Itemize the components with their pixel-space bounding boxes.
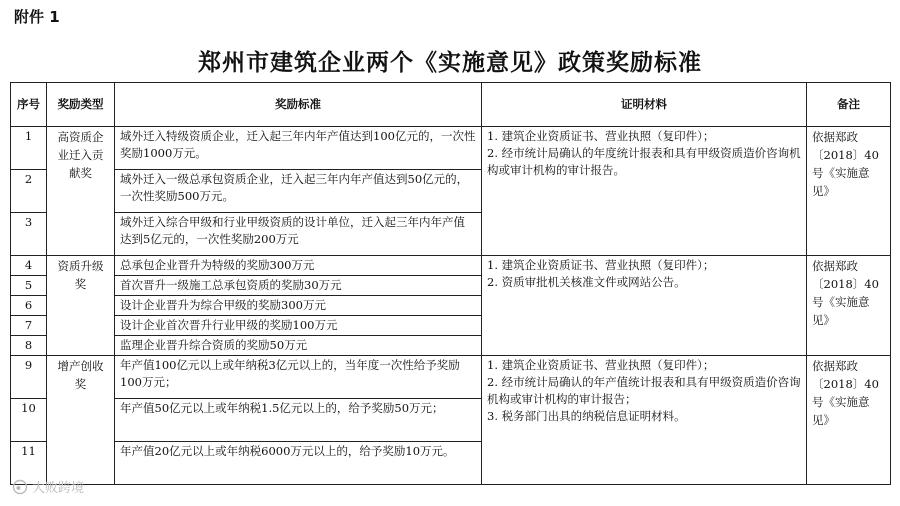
page-title: 郑州市建筑企业两个《实施意见》政策奖励标准: [198, 50, 702, 76]
row-number: 7: [11, 316, 47, 336]
header-seq: 序号: [11, 83, 47, 127]
evidence-materials: 1. 建筑企业资质证书、营业执照（复印件）； 2. 经市统计局确认的年产值统计报表和具有甲级资质造价咨询机构或审计机构的审计报告； 3. 税务部门出具的纳税信息证明材料。: [482, 356, 807, 485]
reward-standard: 域外迁入综合甲级和行业甲级资质的设计单位，迁入起三年内年产值达到5亿元的，一次性奖励200万元: [115, 213, 482, 256]
reward-standard: 总承包企业晋升为特级的奖励300万元: [115, 256, 482, 276]
reward-standard: 年产值50亿元以上或年纳税1.5亿元以上的，给予奖励50万元；: [115, 399, 482, 442]
weibo-logo-icon: [12, 479, 28, 495]
row-number: 8: [11, 336, 47, 356]
evidence-materials: 1. 建筑企业资质证书、营业执照（复印件）； 2. 资质审批机关核准文件或网站公告。: [482, 256, 807, 356]
attachment-label: 附件 1: [14, 8, 60, 26]
header-type: 奖励类型: [47, 83, 115, 127]
header-standard: 奖励标准: [115, 83, 482, 127]
reward-standard: 年产值20亿元以上或年纳税6000万元以上的，给予奖励10万元。: [115, 442, 482, 485]
table-row: [11, 256, 891, 276]
row-number: 4: [11, 256, 47, 276]
header-evidence: 证明材料: [482, 83, 807, 127]
row-number: 9: [11, 356, 47, 399]
evidence-materials: 1. 建筑企业资质证书、营业执照（复印件）； 2. 经市统计局确认的年度统计报表和具有甲级资质造价咨询机构或审计机构的审计报告。: [482, 127, 807, 256]
row-number: 1: [11, 127, 47, 170]
header-note: 备注: [807, 83, 891, 127]
reward-standard: 域外迁入特级资质企业，迁入起三年内年产值达到100亿元的，一次性奖励1000万元。: [115, 127, 482, 170]
reward-table: [10, 82, 891, 485]
table-row: [11, 127, 891, 170]
reward-standard: 设计企业晋升为综合甲级的奖励300万元: [115, 296, 482, 316]
remark: 依据郑政〔2018〕40号《实施意见》: [807, 256, 891, 356]
row-number: 10: [11, 399, 47, 442]
row-number: 2: [11, 170, 47, 213]
reward-standard: 域外迁入一级总承包资质企业，迁入起三年内年产值达到50亿元的，一次性奖励500万元。: [115, 170, 482, 213]
row-number: 3: [11, 213, 47, 256]
reward-type: 增产创收奖: [47, 356, 115, 485]
row-number: 5: [11, 276, 47, 296]
row-number: 6: [11, 296, 47, 316]
reward-standard: 首次晋升一级施工总承包资质的奖励30万元: [115, 276, 482, 296]
reward-standard: 年产值100亿元以上或年纳税3亿元以上的，当年度一次性给予奖励100万元；: [115, 356, 482, 399]
remark: 依据郑政〔2018〕40号《实施意见》: [807, 356, 891, 485]
reward-standard: 设计企业首次晋升行业甲级的奖励100万元: [115, 316, 482, 336]
reward-type: 高资质企业迁入贡献奖: [47, 127, 115, 256]
reward-type: 资质升级奖: [47, 256, 115, 356]
reward-standard: 监理企业晋升综合资质的奖励50万元: [115, 336, 482, 356]
row-number: 11: [11, 442, 47, 485]
table-row: [11, 356, 891, 399]
watermark: [12, 477, 84, 496]
watermark-text: 大败跨境: [32, 481, 85, 496]
remark: 依据郑政〔2018〕40号《实施意见》: [807, 127, 891, 256]
